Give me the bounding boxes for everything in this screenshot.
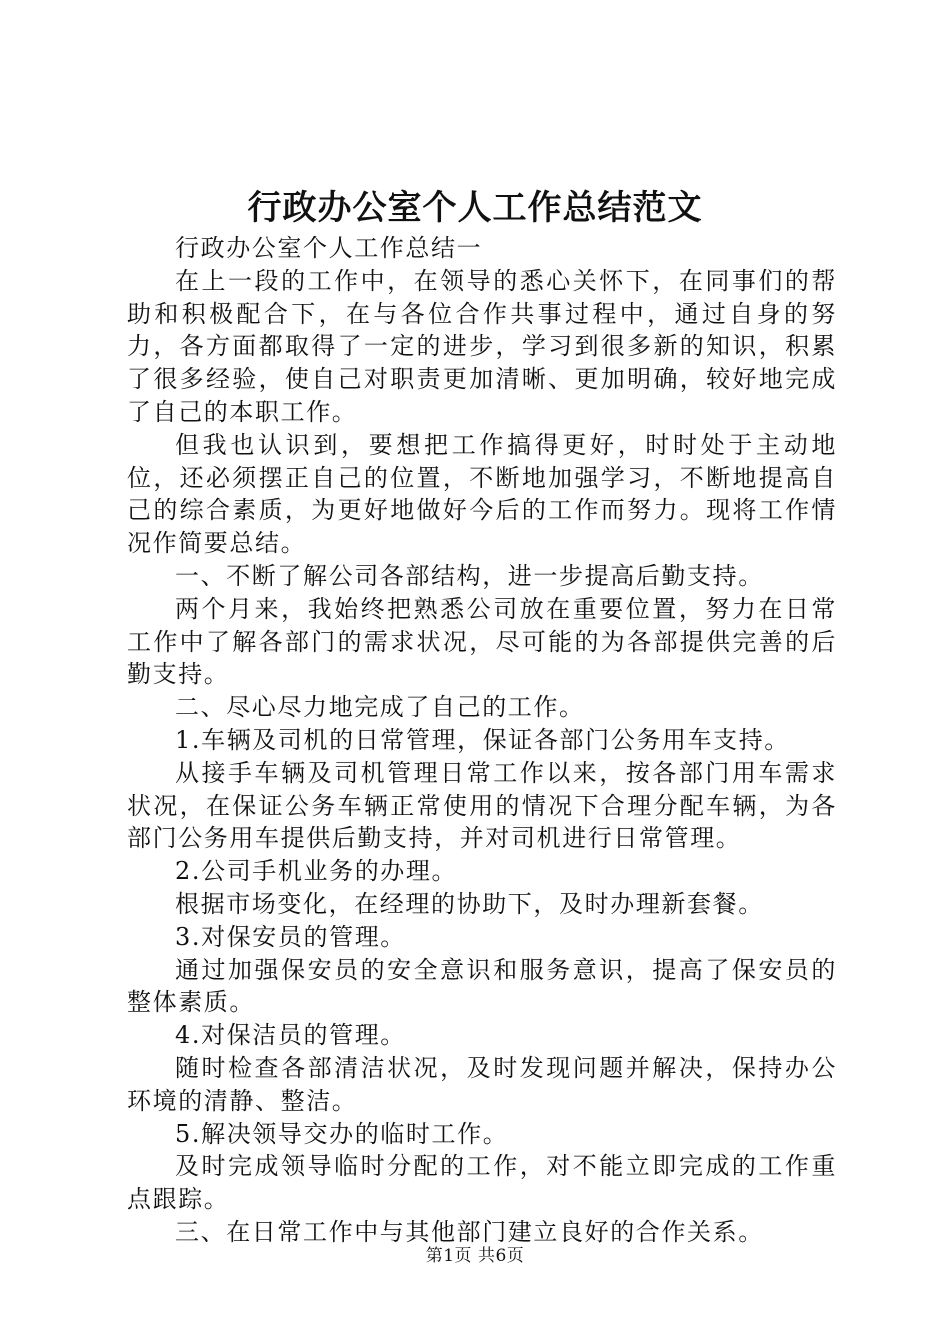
body-paragraph: 通过加强保安员的安全意识和服务意识，提高了保安员的整体素质。 [127, 955, 837, 1017]
list-item-heading: 4.对保洁员的管理。 [175, 1021, 406, 1050]
list-item-heading: 2.公司手机业务的办理。 [175, 857, 458, 886]
section-heading: 行政办公室个人工作总结一 [175, 234, 483, 262]
document-body [127, 232, 837, 1249]
body-paragraph: 但我也认识到，要想把工作搞得更好，时时处于主动地位，还必须摆正自己的位置，不断地加强学习，不断地提高自己的综合素质，为更好地做好今后的工作而努力。现将工作情况作简要总结。 [127, 430, 837, 558]
list-item-heading: 3.对保安员的管理。 [175, 922, 406, 951]
body-paragraph: 根据市场变化，在经理的协助下，及时办理新套餐。 [175, 889, 764, 918]
body-paragraph: 从接手车辆及司机管理日常工作以来，按各部门用车需求状况，在保证公务车辆正常使用的情况下合理分配车辆，为各部门公务用车提供后勤支持，并对司机进行日常管理。 [127, 758, 837, 853]
section-heading: 二、尽心尽力地完成了自己的工作。 [175, 693, 585, 722]
page-footer: 第1页 共6页 [425, 1246, 525, 1266]
document-title: 行政办公室个人工作总结范文 [247, 188, 703, 228]
section-heading: 一、不断了解公司各部结构，进一步提高后勤支持。 [175, 561, 764, 590]
body-paragraph: 及时完成领导临时分配的工作，对不能立即完成的工作重点跟踪。 [127, 1152, 837, 1214]
section-heading: 三、在日常工作中与其他部门建立良好的合作关系。 [175, 1217, 764, 1246]
body-paragraph: 随时检查各部清洁状况，及时发现问题并解决，保持办公环境的清静、整洁。 [127, 1053, 837, 1115]
body-paragraph: 两个月来，我始终把熟悉公司放在重要位置，努力在日常工作中了解各部门的需求状况，尽可能的为各部提供完善的后勤支持。 [127, 594, 837, 689]
body-paragraph: 在上一段的工作中，在领导的悉心关怀下，在同事们的帮助和积极配合下，在与各位合作共事过程中，通过自身的努力，各方面都取得了一定的进步，学习到很多新的知识，积累了很多经验，使自己对职责更加清晰、更加明确，较好地完成了自己的本职工作。 [127, 266, 837, 426]
list-item-heading: 5.解决领导交办的临时工作。 [175, 1119, 509, 1148]
list-item-heading: 1.车辆及司机的日常管理，保证各部门公务用车支持。 [175, 725, 790, 754]
